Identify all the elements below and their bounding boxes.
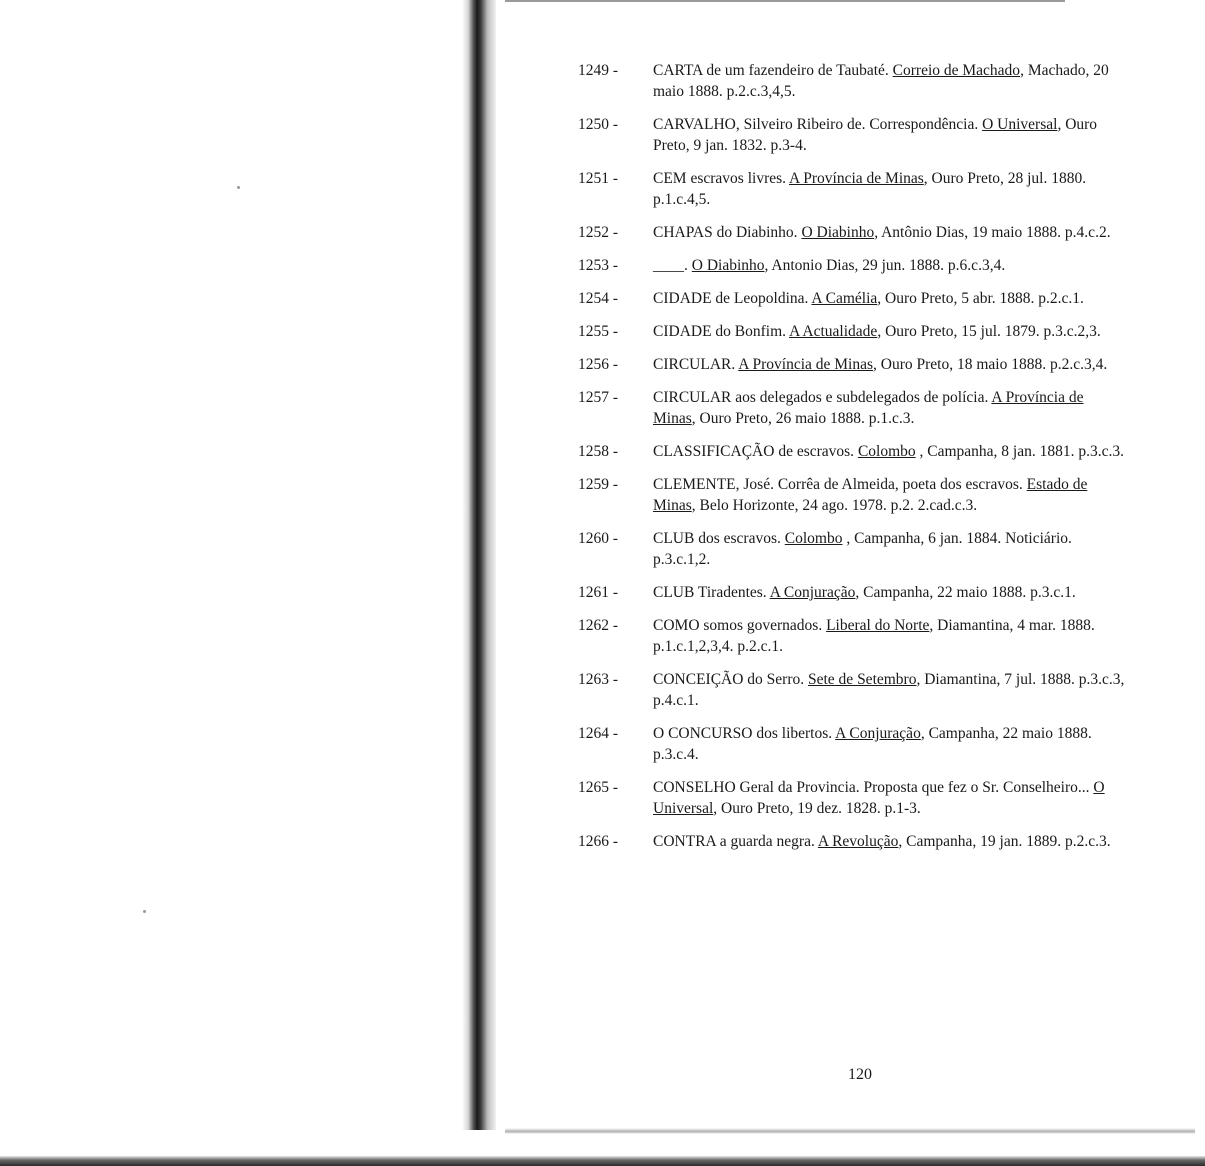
citation-text: , Campanha, 22 maio 1888. p.3.c.4. [653,725,1092,763]
entry-citation [653,671,1124,709]
entry-citation [653,779,1105,817]
entry-number: 1250 - [578,116,619,133]
bibliography-entry [578,168,1128,210]
entry-number: 1254 - [578,290,619,307]
citation-text: , Campanha, 8 jan. 1881. p.3.c.3. [915,443,1124,460]
page-bottom-edge [505,1128,1195,1134]
entry-citation [653,833,1111,850]
periodical-title: O Diabinho [691,257,765,274]
bibliography-entry [578,60,1128,102]
entry-number: 1264 - [578,725,619,742]
bibliography-entry [578,582,1128,603]
citation-text: CIRCULAR aos delegados e subdelegados de polícia. [653,389,992,406]
citation-text: CEM escravos livres. [653,170,790,187]
entry-number: 1265 - [578,779,619,796]
entry-citation [653,389,1083,427]
citation-text: , Ouro Preto, 26 maio 1888. p.1.c.3. [691,410,915,427]
bibliography-entry [578,222,1128,243]
citation-text: , Ouro Preto, 19 dez. 1828. p.1-3. [713,800,921,817]
bibliography-entry [578,387,1128,429]
periodical-title: A Conjuração [835,725,921,742]
entry-number: 1255 - [578,323,619,340]
page-number: 120 [848,1066,872,1083]
bibliography-entry [578,831,1128,852]
citation-text: CLUB Tiradentes. [653,584,770,601]
periodical-title: O Universal [653,779,1105,817]
citation-text: COMO somos governados. [653,617,827,634]
entry-number: 1262 - [578,617,619,634]
bibliography-entry [578,255,1128,276]
citation-text: ____. [653,257,692,274]
bibliography-entry [578,615,1128,657]
bibliography-entry [578,114,1128,156]
entry-citation [653,530,1072,568]
citation-text: , Campanha, 6 jan. 1884. Noticiário. p.3.c.1,2. [653,530,1072,568]
periodical-title: A Província de Minas [738,356,874,373]
entry-citation [653,323,1101,340]
bibliography-entry [578,441,1128,462]
page-top-edge [505,0,1065,2]
citation-text: , Campanha, 22 maio 1888. p.3.c.1. [855,584,1076,601]
entry-citation [653,116,1097,154]
periodical-title: Liberal do Norte [826,617,930,634]
citation-text: , Ouro Preto, 5 abr. 1888. p.2.c.1. [877,290,1084,307]
bibliography-entry [578,723,1128,765]
periodical-title: Estado de Minas [653,476,1088,514]
bibliography-entry [578,474,1128,516]
bibliography-entry [578,777,1128,819]
scan-speck [237,186,240,189]
entry-number: 1252 - [578,224,619,241]
entry-number: 1253 - [578,257,619,274]
scan-bottom-band [0,1156,1205,1166]
citation-text: , Diamantina, 4 mar. 1888. p.1.c.1,2,3,4. p.2.c.1. [653,617,1095,655]
citation-text: , Ouro Preto, 18 maio 1888. p.2.c.3,4. [873,356,1108,373]
entry-number: 1260 - [578,530,619,547]
periodical-title: A Província de Minas [653,389,1084,427]
entry-citation [653,725,1092,763]
scan-speck [143,910,146,913]
entry-citation [653,476,1087,514]
entry-number: 1266 - [578,833,619,850]
entry-citation [653,62,1109,100]
citation-text: CIDADE do Bonfim. [653,323,790,340]
entry-number: 1249 - [578,62,619,79]
entry-number: 1263 - [578,671,619,688]
entry-citation [653,584,1076,601]
periodical-title: A Revolução [817,833,899,850]
citation-text: O CONCURSO dos libertos. [653,725,836,742]
entry-citation [653,356,1107,373]
citation-text: CLASSIFICAÇÃO de escravos. [653,443,858,460]
entry-citation [653,224,1111,241]
citation-text: , Ouro Preto, 28 jul. 1880. p.1.c.4,5. [653,170,1087,208]
citation-text: CHAPAS do Diabinho. [653,224,802,241]
periodical-title: A Camélia [811,290,878,307]
citation-text: CONCEIÇÃO do Serro. [653,671,808,688]
periodical-title: Colombo [857,443,916,460]
entry-citation [653,257,1005,274]
citation-text: , Antônio Dias, 19 maio 1888. p.4.c.2. [874,224,1111,241]
periodical-title: A Conjuração [769,584,856,601]
citation-text: , Ouro Preto, 9 jan. 1832. p.3-4. [653,116,1098,154]
book-spine-shadow [462,0,496,1130]
entry-citation [653,617,1095,655]
entry-number: 1259 - [578,476,619,493]
periodical-title: A Actualidade [789,323,878,340]
periodical-title: Colombo [784,530,843,547]
entry-number: 1261 - [578,584,619,601]
entry-number: 1257 - [578,389,619,406]
citation-text: , Machado, 20 maio 1888. p.2.c.3,4,5. [653,62,1109,100]
bibliography-entry [578,528,1128,570]
citation-text: CLUB dos escravos. [653,530,785,547]
citation-text: CONSELHO Geral da Provincia. Proposta que fez o Sr. Conselheiro... [653,779,1094,796]
citation-text: , Antonio Dias, 29 jun. 1888. p.6.c.3,4. [764,257,1006,274]
bibliography-entry [578,288,1128,309]
entry-number: 1251 - [578,170,619,187]
periodical-title: O Diabinho [801,224,875,241]
periodical-title: Correio de Machado [892,62,1021,79]
citation-text: CLEMENTE, José. Corrêa de Almeida, poeta dos escravos. [653,476,1027,493]
bibliography-entry [578,321,1128,342]
entry-number: 1256 - [578,356,619,373]
periodical-title: A Província de Minas [789,170,924,187]
citation-text: , Ouro Preto, 15 jul. 1879. p.3.c.2,3. [877,323,1101,340]
periodical-title: Sete de Setembro [808,671,917,688]
citation-text: CONTRA a guarda negra. [653,833,818,850]
citation-text: CIRCULAR. [653,356,739,373]
entry-citation [653,290,1084,307]
citation-text: , Belo Horizonte, 24 ago. 1978. p.2. 2.cad.c.3. [691,497,978,514]
bibliography-list [578,60,1128,864]
bibliography-entry [578,669,1128,711]
entry-citation [653,170,1086,208]
entry-citation [653,443,1124,460]
citation-text: CARVALHO, Silveiro Ribeiro de. Correspondência. [653,116,983,133]
periodical-title: O Universal [982,116,1058,133]
citation-text: CARTA de um fazendeiro de Taubaté. [653,62,893,79]
bibliography-entry [578,354,1128,375]
citation-text: CIDADE de Leopoldina. [653,290,812,307]
entry-number: 1258 - [578,443,619,460]
citation-text: , Campanha, 19 jan. 1889. p.2.c.3. [898,833,1111,850]
citation-text: , Diamantina, 7 jul. 1888. p.3.c.3, p.4.c.1. [653,671,1125,709]
